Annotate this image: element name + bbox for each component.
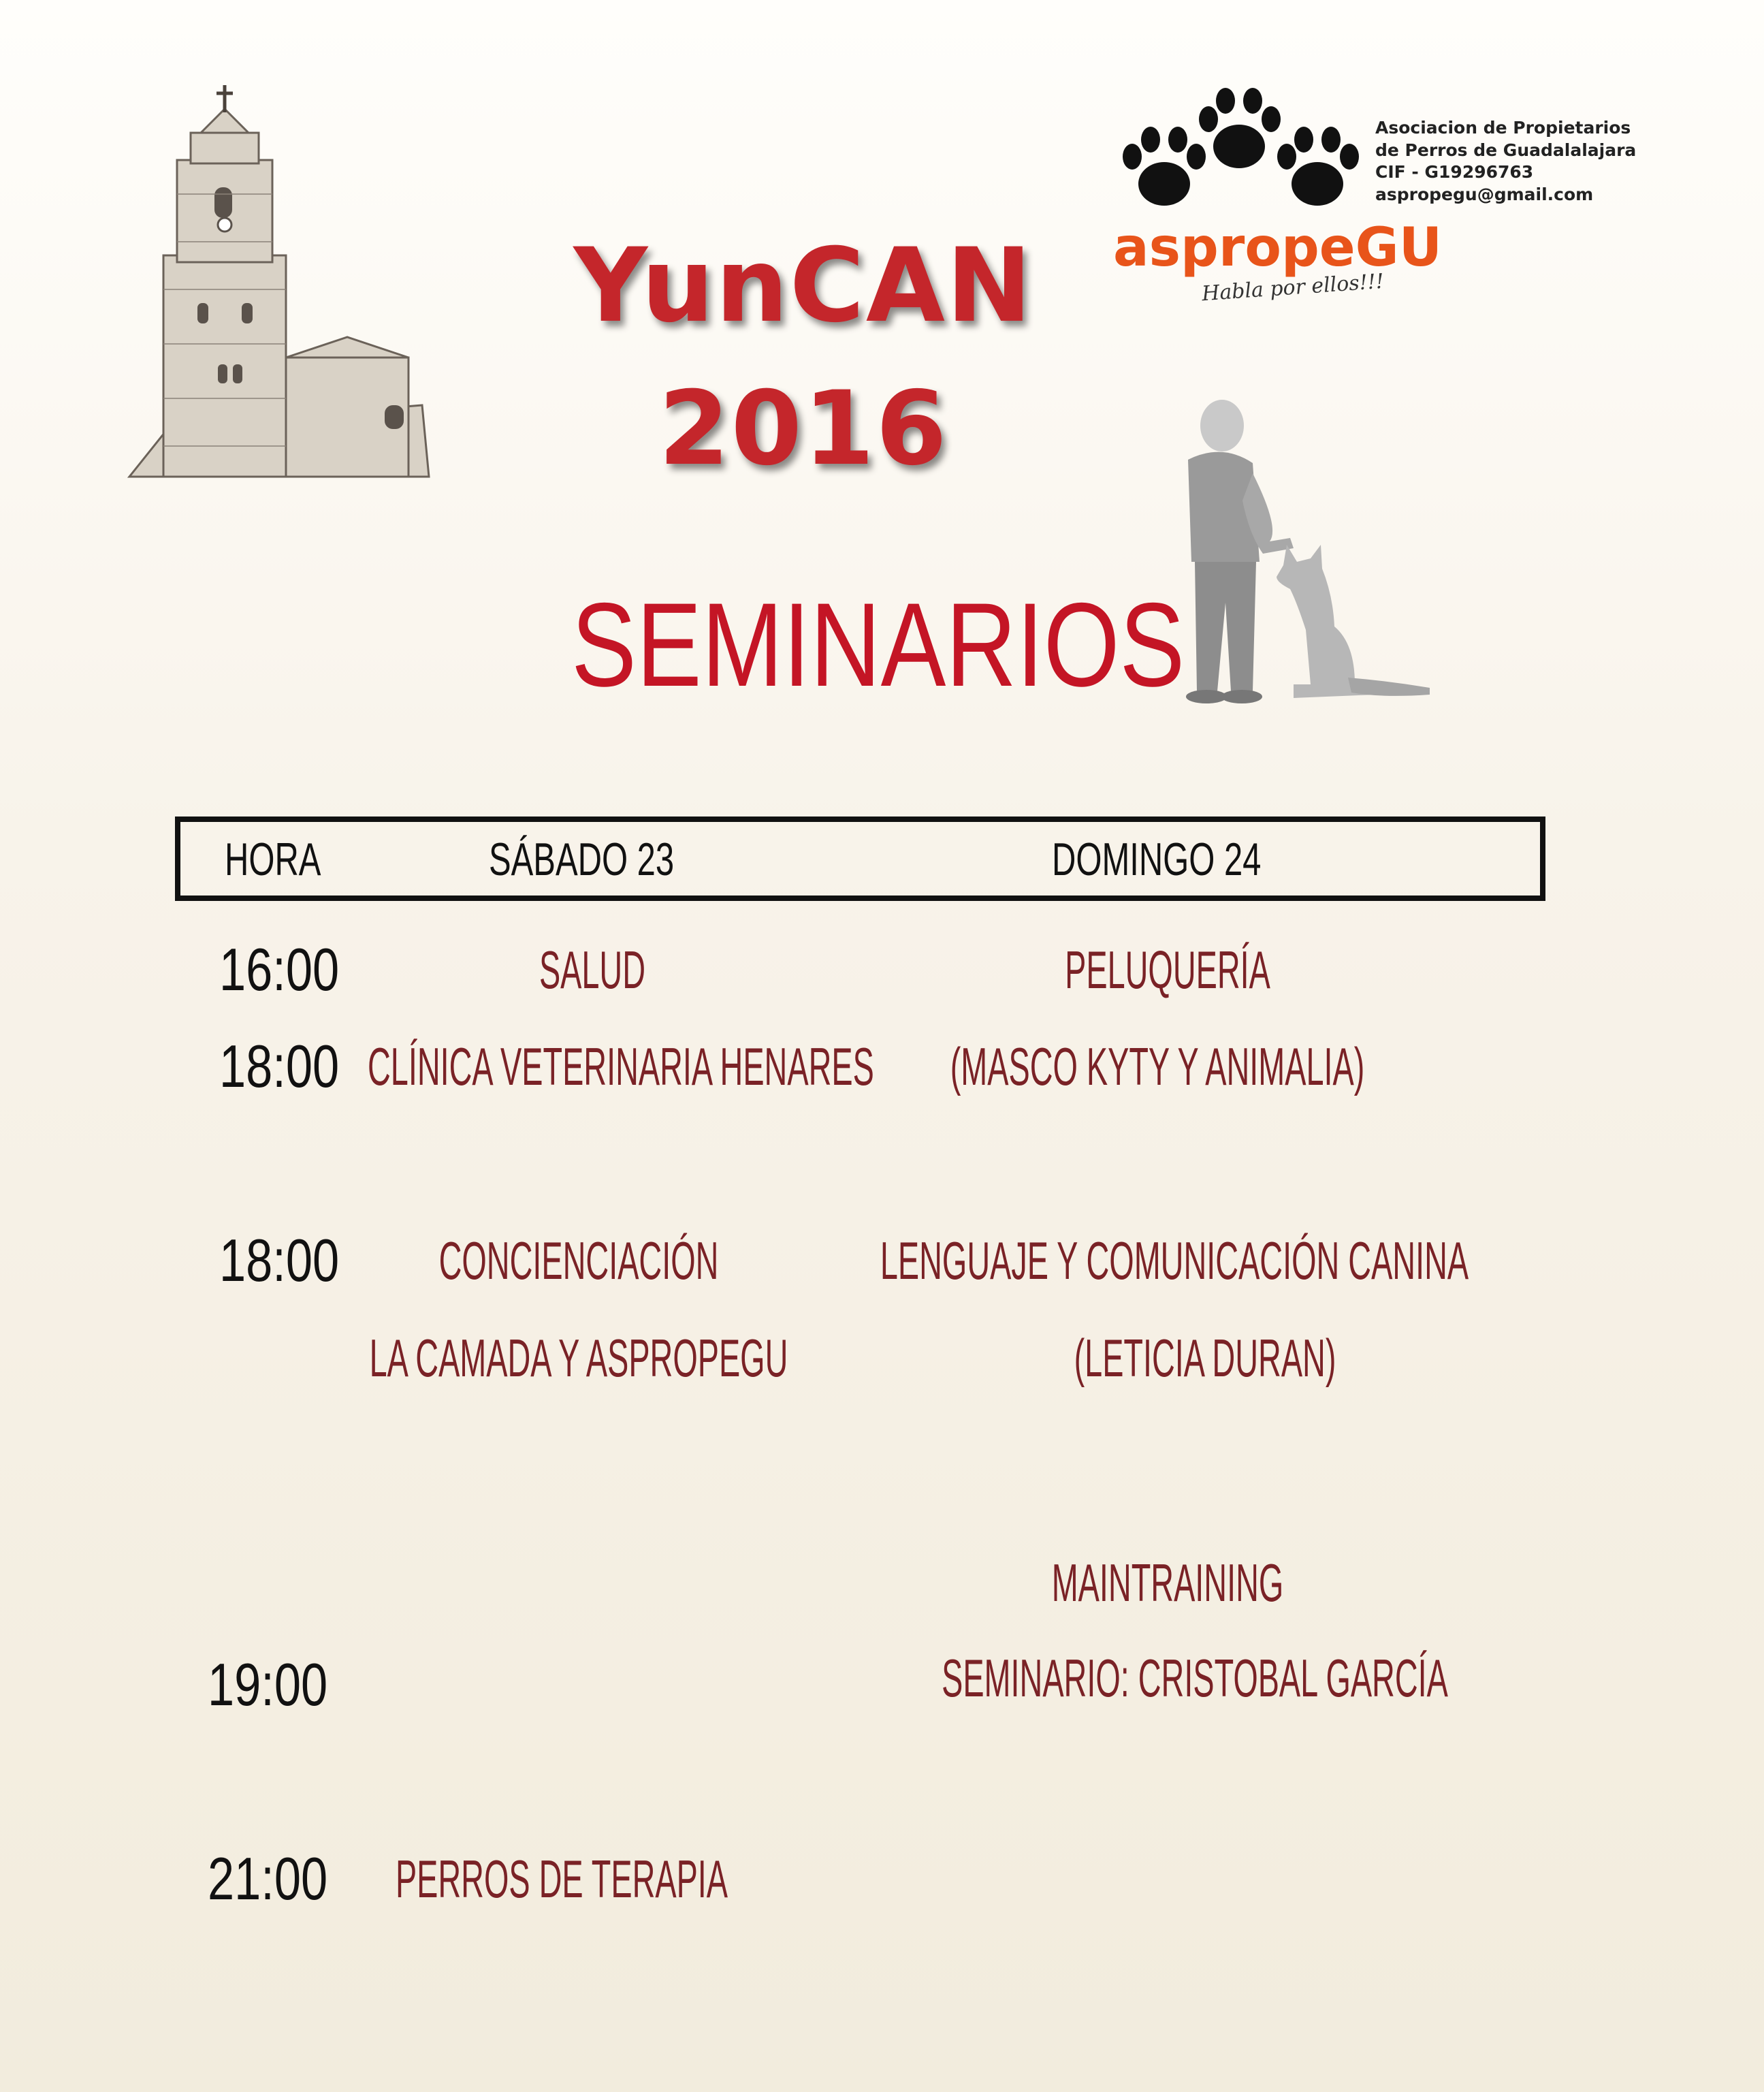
paw-prints-icon bbox=[1113, 82, 1365, 218]
time-slot: 16:00 bbox=[219, 936, 340, 1003]
association-email: aspropegu@gmail.com bbox=[1375, 184, 1594, 204]
trainer-with-dog-illustration bbox=[1151, 398, 1477, 718]
sabado-event: CONCIENCIACIÓN bbox=[438, 1231, 719, 1290]
church-icon bbox=[123, 85, 436, 480]
time-slot: 21:00 bbox=[208, 1845, 328, 1912]
brand-name: aspropeGU bbox=[1113, 217, 1443, 279]
domingo-event: (MASCO KYTY Y ANIMALIA) bbox=[950, 1036, 1365, 1096]
association-info bbox=[1375, 117, 1636, 206]
church-illustration bbox=[123, 85, 436, 480]
domingo-event: MAINTRAINING bbox=[1051, 1553, 1284, 1613]
sabado-event: SALUD bbox=[539, 940, 646, 1000]
domingo-event: PELUQUERÍA bbox=[1065, 940, 1270, 1000]
schedule-header bbox=[175, 817, 1545, 901]
association-cif: CIF - G19296763 bbox=[1375, 162, 1534, 182]
association-line: Asociacion de Propietarios bbox=[1375, 118, 1631, 138]
sabado-event: PERROS DE TERAPIA bbox=[395, 1849, 728, 1909]
time-slot: 18:00 bbox=[219, 1226, 340, 1294]
domingo-event: LENGUAJE Y COMUNICACIÓN CANINA bbox=[880, 1231, 1469, 1290]
brand-slogan: Habla por ellos!!! bbox=[1201, 269, 1385, 306]
event-name: YunCAN bbox=[573, 227, 1033, 345]
event-year: 2016 bbox=[658, 370, 948, 488]
sabado-event: LA CAMADA Y ASPROPEGU bbox=[369, 1328, 788, 1388]
domingo-event: (LETICIA DURAN) bbox=[1074, 1328, 1336, 1388]
section-title: SEMINARIOS bbox=[571, 579, 1185, 712]
association-line: de Perros de Guadalalajara bbox=[1375, 140, 1637, 160]
sabado-event: CLÍNICA VETERINARIA HENARES bbox=[368, 1036, 874, 1096]
trainer-dog-icon bbox=[1151, 398, 1477, 718]
time-slot: 18:00 bbox=[219, 1032, 340, 1100]
paw-prints-logo bbox=[1113, 82, 1365, 218]
header-sabado: SÁBADO 23 bbox=[489, 834, 675, 885]
header-hora: HORA bbox=[225, 834, 321, 885]
domingo-event: SEMINARIO: CRISTOBAL GARCÍA bbox=[942, 1648, 1448, 1708]
time-slot: 19:00 bbox=[208, 1651, 328, 1718]
header-domingo: DOMINGO 24 bbox=[1052, 834, 1262, 885]
